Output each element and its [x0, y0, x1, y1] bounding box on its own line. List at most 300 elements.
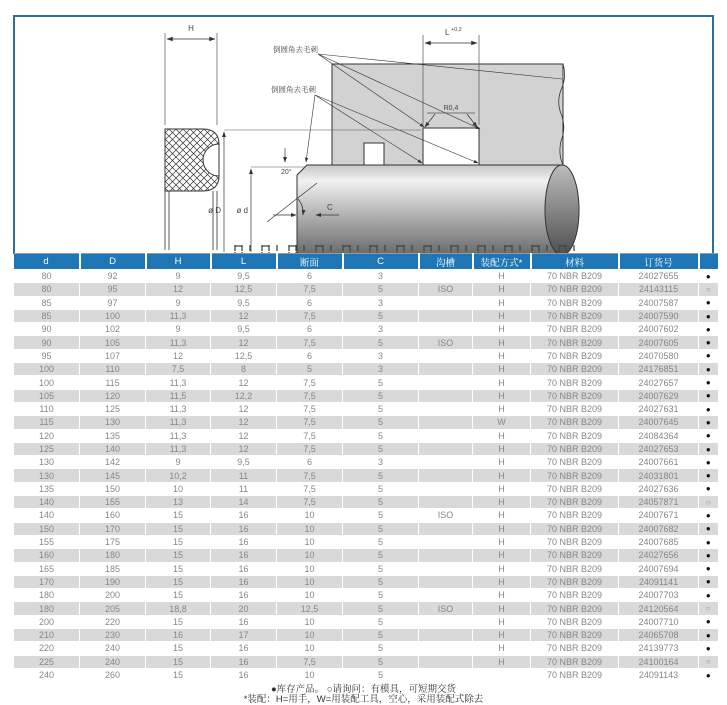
cell-groove	[419, 363, 473, 376]
cell-C: 3	[343, 456, 419, 469]
table-row	[14, 482, 718, 495]
table-row	[14, 549, 718, 562]
table-row	[14, 402, 718, 415]
cell-groove	[419, 575, 473, 588]
cell-cross-section: 7,5	[277, 429, 343, 442]
col-header-groove: 沟槽	[419, 254, 473, 270]
stock-dot-filled: ●	[705, 537, 711, 547]
cell-C: 5	[343, 482, 419, 495]
cell-C: 3	[343, 349, 419, 362]
cell-cross-section: 10	[277, 549, 343, 562]
dia-outer-label: ø D	[208, 206, 221, 215]
cell-cross-section: 12,5	[277, 602, 343, 615]
cell-stock	[699, 349, 718, 362]
cell-groove	[419, 469, 473, 482]
cell-cross-section: 7,5	[277, 482, 343, 495]
cell-d: 100	[14, 363, 80, 376]
cell-stock	[699, 482, 718, 495]
cell-groove: ISO	[419, 602, 473, 615]
cell-C: 5	[343, 522, 419, 535]
cell-groove	[419, 482, 473, 495]
cell-groove	[419, 323, 473, 336]
stock-dot-filled: ●	[705, 444, 711, 454]
cell-assembly	[473, 668, 531, 681]
cell-L: 12,5	[211, 283, 277, 296]
cell-order-no: 24027653	[619, 442, 699, 455]
cell-groove	[419, 416, 473, 429]
cell-d: 170	[14, 575, 80, 588]
cell-L: 9,5	[211, 323, 277, 336]
cell-H: 15	[146, 642, 211, 655]
cell-L: 12	[211, 442, 277, 455]
cell-order-no: 24065708	[619, 629, 699, 642]
cell-L: 8	[211, 363, 277, 376]
cell-H: 11,5	[146, 389, 211, 402]
cell-material: 70 NBR B209	[531, 416, 619, 429]
stock-dot-filled: ●	[705, 404, 711, 414]
cell-D: 135	[80, 429, 146, 442]
cell-L: 16	[211, 668, 277, 681]
cell-stock	[699, 629, 718, 642]
cell-H: 9	[146, 456, 211, 469]
cell-stock	[699, 456, 718, 469]
cell-D: 170	[80, 522, 146, 535]
cell-order-no: 24091143	[619, 668, 699, 681]
cell-order-no: 24007694	[619, 562, 699, 575]
cell-assembly: H	[473, 309, 531, 322]
cell-cross-section: 7,5	[277, 442, 343, 455]
cell-groove	[419, 389, 473, 402]
cell-d: 130	[14, 469, 80, 482]
cell-stock	[699, 323, 718, 336]
cell-H: 15	[146, 655, 211, 668]
cell-stock	[699, 535, 718, 548]
cell-C: 5	[343, 402, 419, 415]
cell-stock	[699, 615, 718, 628]
cell-L: 12	[211, 336, 277, 349]
cell-material: 70 NBR B209	[531, 389, 619, 402]
stock-dot-filled: ●	[705, 324, 711, 334]
cell-material: 70 NBR B209	[531, 442, 619, 455]
cell-L: 16	[211, 655, 277, 668]
cell-assembly: H	[473, 270, 531, 283]
cell-material: 70 NBR B209	[531, 496, 619, 509]
cell-material: 70 NBR B209	[531, 655, 619, 668]
cell-d: 100	[14, 376, 80, 389]
cell-d: 80	[14, 270, 80, 283]
cell-cross-section: 7,5	[277, 309, 343, 322]
cell-material: 70 NBR B209	[531, 509, 619, 522]
cell-C: 3	[343, 296, 419, 309]
cell-cross-section: 7,5	[277, 376, 343, 389]
cell-C: 5	[343, 615, 419, 628]
dim-l-label: L	[445, 28, 450, 37]
table-row	[14, 509, 718, 522]
cell-C: 5	[343, 469, 419, 482]
cell-D: 190	[80, 575, 146, 588]
cell-C: 5	[343, 575, 419, 588]
cell-material: 70 NBR B209	[531, 642, 619, 655]
cell-material: 70 NBR B209	[531, 482, 619, 495]
cell-cross-section: 7,5	[277, 496, 343, 509]
cell-assembly: H	[473, 363, 531, 376]
cell-order-no: 24139773	[619, 642, 699, 655]
cell-material: 70 NBR B209	[531, 323, 619, 336]
cell-assembly: H	[473, 296, 531, 309]
cell-L: 16	[211, 589, 277, 602]
cell-order-no: 24007587	[619, 296, 699, 309]
stock-dot-filled: ●	[705, 311, 711, 321]
stock-dot-filled: ●	[705, 630, 711, 640]
cell-H: 9	[146, 323, 211, 336]
cell-D: 205	[80, 602, 146, 615]
cell-assembly: H	[473, 535, 531, 548]
cell-C: 5	[343, 589, 419, 602]
stock-dot-open: ○	[705, 284, 711, 294]
cell-H: 18,8	[146, 602, 211, 615]
cell-d: 240	[14, 668, 80, 681]
cell-material: 70 NBR B209	[531, 469, 619, 482]
cell-order-no: 24084364	[619, 429, 699, 442]
cell-d: 210	[14, 629, 80, 642]
cell-groove	[419, 456, 473, 469]
stock-dot-open: ○	[705, 497, 711, 507]
col-header-C: C	[343, 254, 419, 270]
cell-d: 120	[14, 429, 80, 442]
cell-stock	[699, 509, 718, 522]
cell-D: 92	[80, 270, 146, 283]
col-header-material: 材料	[531, 254, 619, 270]
stock-dot-filled: ●	[705, 364, 711, 374]
cell-H: 15	[146, 562, 211, 575]
cell-order-no: 24100164	[619, 655, 699, 668]
cell-order-no: 24057871	[619, 496, 699, 509]
cell-groove	[419, 668, 473, 681]
cell-L: 9,5	[211, 270, 277, 283]
stock-dot-filled: ●	[705, 431, 711, 441]
cell-D: 125	[80, 402, 146, 415]
cell-H: 10,2	[146, 469, 211, 482]
cell-groove	[419, 642, 473, 655]
col-header-D: D	[80, 254, 146, 270]
cell-D: 120	[80, 389, 146, 402]
col-header-d: d	[14, 254, 80, 270]
cell-stock	[699, 296, 718, 309]
cell-stock	[699, 336, 718, 349]
cell-groove	[419, 270, 473, 283]
cell-L: 11	[211, 482, 277, 495]
cell-cross-section: 5	[277, 363, 343, 376]
assembly-note: *装配：H=用手，W=用装配工具，空心，采用装配式除去	[243, 694, 484, 705]
cell-material: 70 NBR B209	[531, 349, 619, 362]
table-row	[14, 602, 718, 615]
stock-dot-filled: ●	[705, 484, 711, 494]
radius-label: R0,4	[443, 105, 459, 112]
cell-d: 155	[14, 535, 80, 548]
table-row	[14, 270, 718, 283]
cell-C: 5	[343, 336, 419, 349]
cell-L: 16	[211, 562, 277, 575]
cell-groove	[419, 429, 473, 442]
table-row	[14, 522, 718, 535]
cell-order-no: 24027657	[619, 376, 699, 389]
cell-C: 3	[343, 363, 419, 376]
cell-groove	[419, 442, 473, 455]
cell-assembly: H	[473, 629, 531, 642]
cell-cross-section: 6	[277, 323, 343, 336]
cell-L: 20	[211, 602, 277, 615]
cell-assembly: H	[473, 323, 531, 336]
cell-d: 225	[14, 655, 80, 668]
dim-dia-inner	[236, 167, 305, 252]
cell-L: 12	[211, 309, 277, 322]
cell-material: 70 NBR B209	[531, 562, 619, 575]
cell-H: 11,3	[146, 416, 211, 429]
cell-C: 5	[343, 668, 419, 681]
cell-groove: ISO	[419, 283, 473, 296]
stock-dot-open: ○	[705, 604, 711, 614]
cell-stock	[699, 469, 718, 482]
col-header-stock	[699, 254, 718, 270]
chamfer-top-label: 倒圆角去毛刺	[273, 45, 318, 54]
cell-H: 15	[146, 522, 211, 535]
chamfer-bottom-label: 倒圆角去毛刺	[271, 85, 316, 94]
stock-dot-filled: ●	[705, 550, 711, 560]
cell-L: 16	[211, 642, 277, 655]
cell-stock	[699, 416, 718, 429]
cell-d: 220	[14, 642, 80, 655]
cell-stock	[699, 429, 718, 442]
spec-table-body	[14, 270, 718, 682]
cell-d: 200	[14, 615, 80, 628]
cell-cross-section: 7,5	[277, 416, 343, 429]
cell-material: 70 NBR B209	[531, 376, 619, 389]
table-row	[14, 562, 718, 575]
table-row	[14, 336, 718, 349]
table-row	[14, 469, 718, 482]
dim-h	[165, 24, 217, 125]
cell-L: 14	[211, 496, 277, 509]
stock-dot-filled: ●	[705, 271, 711, 281]
cell-H: 12	[146, 283, 211, 296]
cell-assembly: H	[473, 482, 531, 495]
cell-D: 140	[80, 442, 146, 455]
cell-stock	[699, 602, 718, 615]
cell-H: 12	[146, 349, 211, 362]
cell-assembly: H	[473, 615, 531, 628]
cell-material: 70 NBR B209	[531, 602, 619, 615]
cell-order-no: 24027636	[619, 482, 699, 495]
stock-dot-filled: ●	[705, 417, 711, 427]
cell-order-no: 24031801	[619, 469, 699, 482]
cell-order-no: 24007590	[619, 309, 699, 322]
cell-C: 5	[343, 562, 419, 575]
cell-H: 15	[146, 549, 211, 562]
cell-order-no: 24007602	[619, 323, 699, 336]
cell-L: 12	[211, 416, 277, 429]
stock-dot-filled: ●	[705, 564, 711, 574]
cell-order-no: 24176851	[619, 363, 699, 376]
cell-cross-section: 7,5	[277, 283, 343, 296]
dim-l-tolerance: +0,2	[451, 27, 462, 33]
table-row	[14, 416, 718, 429]
spec-table	[13, 253, 718, 682]
stock-dot-filled: ●	[705, 524, 711, 534]
cell-cross-section: 6	[277, 456, 343, 469]
cell-C: 5	[343, 602, 419, 615]
cell-C: 5	[343, 629, 419, 642]
cell-cross-section: 6	[277, 296, 343, 309]
cell-stock	[699, 402, 718, 415]
cell-material: 70 NBR B209	[531, 270, 619, 283]
cell-assembly: H	[473, 522, 531, 535]
cell-H: 9	[146, 270, 211, 283]
cell-groove	[419, 402, 473, 415]
header-row	[14, 254, 718, 270]
cell-assembly: H	[473, 376, 531, 389]
angle-label: 20°	[281, 169, 292, 176]
cell-assembly: H	[473, 642, 531, 655]
cell-L: 9,5	[211, 456, 277, 469]
dim-c-label: C	[327, 203, 333, 212]
cell-groove	[419, 615, 473, 628]
dim-h-label: H	[188, 24, 194, 33]
stock-legend: ●库存产品。 ○请询问：有模具，可短期交货	[270, 684, 457, 695]
stock-dot-filled: ●	[705, 298, 711, 308]
stock-dot-filled: ●	[705, 391, 711, 401]
stock-dot-filled: ●	[705, 471, 711, 481]
cell-C: 5	[343, 549, 419, 562]
stock-dot-filled: ●	[705, 617, 711, 627]
cell-stock	[699, 668, 718, 681]
cell-material: 70 NBR B209	[531, 575, 619, 588]
cell-H: 11,3	[146, 336, 211, 349]
table-row	[14, 575, 718, 588]
cell-cross-section: 10	[277, 642, 343, 655]
cell-D: 150	[80, 482, 146, 495]
cell-C: 5	[343, 535, 419, 548]
cell-L: 12,5	[211, 349, 277, 362]
cell-C: 5	[343, 642, 419, 655]
cell-material: 70 NBR B209	[531, 283, 619, 296]
cell-cross-section: 7,5	[277, 389, 343, 402]
cell-assembly: H	[473, 389, 531, 402]
cell-stock	[699, 283, 718, 296]
cell-d: 180	[14, 589, 80, 602]
table-row	[14, 589, 718, 602]
cell-d: 110	[14, 402, 80, 415]
cell-d: 140	[14, 509, 80, 522]
cell-cross-section: 10	[277, 562, 343, 575]
cell-H: 11,3	[146, 376, 211, 389]
cell-cross-section: 10	[277, 615, 343, 628]
cell-C: 3	[343, 270, 419, 283]
cell-H: 11,3	[146, 309, 211, 322]
dia-inner-label: ø d	[236, 206, 248, 215]
cell-cross-section: 10	[277, 535, 343, 548]
cell-cross-section: 7,5	[277, 402, 343, 415]
table-row	[14, 363, 718, 376]
cell-assembly: H	[473, 562, 531, 575]
stock-dot-filled: ●	[705, 670, 711, 680]
cell-order-no: 24007645	[619, 416, 699, 429]
cell-L: 12	[211, 376, 277, 389]
table-row	[14, 615, 718, 628]
cell-order-no: 24007629	[619, 389, 699, 402]
cell-D: 145	[80, 469, 146, 482]
cell-d: 90	[14, 336, 80, 349]
cell-order-no: 24007661	[619, 456, 699, 469]
cell-C: 5	[343, 389, 419, 402]
table-row	[14, 629, 718, 642]
cell-assembly: H	[473, 456, 531, 469]
cell-D: 107	[80, 349, 146, 362]
installation-diagram	[13, 15, 714, 254]
cell-d: 130	[14, 456, 80, 469]
table-row	[14, 323, 718, 336]
cell-d: 95	[14, 349, 80, 362]
cell-groove: ISO	[419, 509, 473, 522]
cell-D: 110	[80, 363, 146, 376]
cell-groove	[419, 562, 473, 575]
cell-H: 15	[146, 575, 211, 588]
cell-H: 15	[146, 535, 211, 548]
cell-D: 102	[80, 323, 146, 336]
cell-material: 70 NBR B209	[531, 535, 619, 548]
cell-d: 135	[14, 482, 80, 495]
cell-groove	[419, 522, 473, 535]
cell-cross-section: 7,5	[277, 655, 343, 668]
cell-L: 11	[211, 469, 277, 482]
cell-order-no: 24007671	[619, 509, 699, 522]
table-row	[14, 296, 718, 309]
cell-D: 220	[80, 615, 146, 628]
cell-C: 3	[343, 323, 419, 336]
cell-H: 11,3	[146, 442, 211, 455]
cell-material: 70 NBR B209	[531, 336, 619, 349]
cell-order-no: 24007685	[619, 535, 699, 548]
cell-C: 5	[343, 309, 419, 322]
cell-L: 12	[211, 429, 277, 442]
table-row	[14, 642, 718, 655]
cell-stock	[699, 496, 718, 509]
col-header-cross-section: 断面	[277, 254, 343, 270]
cell-order-no: 24007703	[619, 589, 699, 602]
cell-groove	[419, 349, 473, 362]
cell-d: 80	[14, 283, 80, 296]
cell-D: 130	[80, 416, 146, 429]
cell-groove	[419, 589, 473, 602]
table-row	[14, 655, 718, 668]
cell-assembly: H	[473, 496, 531, 509]
col-header-assembly: 装配方式*	[473, 254, 531, 270]
cell-material: 70 NBR B209	[531, 309, 619, 322]
cell-C: 5	[343, 429, 419, 442]
cell-stock	[699, 562, 718, 575]
cell-d: 140	[14, 496, 80, 509]
cell-assembly: H	[473, 283, 531, 296]
cell-cross-section: 6	[277, 349, 343, 362]
cell-assembly: H	[473, 575, 531, 588]
cell-assembly: H	[473, 655, 531, 668]
cell-material: 70 NBR B209	[531, 629, 619, 642]
cell-cross-section: 10	[277, 522, 343, 535]
cell-D: 180	[80, 549, 146, 562]
cell-D: 185	[80, 562, 146, 575]
cell-H: 10	[146, 482, 211, 495]
cell-D: 200	[80, 589, 146, 602]
cell-groove: ISO	[419, 336, 473, 349]
